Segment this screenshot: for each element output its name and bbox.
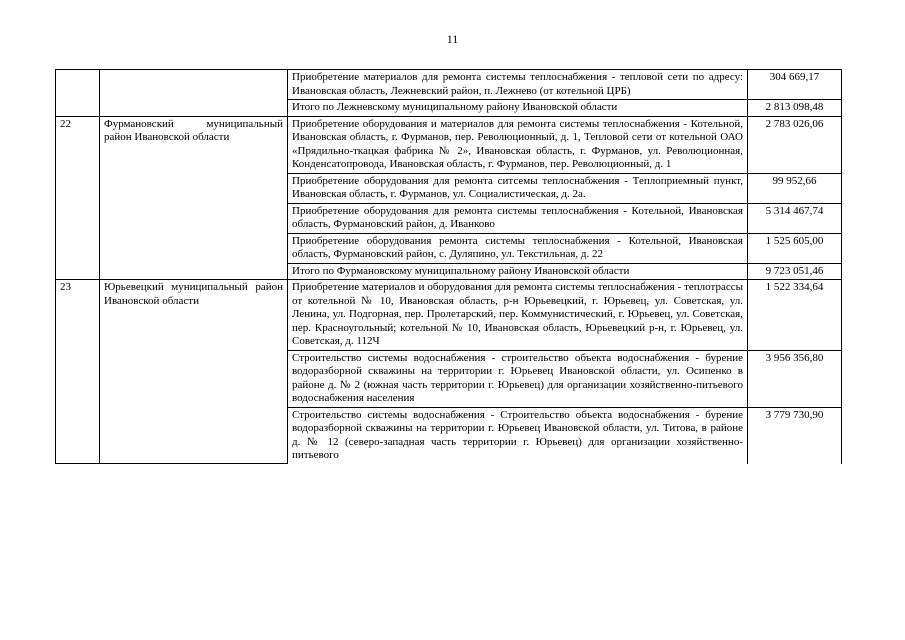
row-number: 22 (56, 116, 100, 280)
row-number: 23 (56, 280, 100, 464)
measure-description: Приобретение оборудования ремонта системы теплоснабжения - Котельной, Ивановская область, Фурмановский район, с. Дуляпино, ул. Текстильная, д. 22 (288, 233, 748, 263)
total-label: Итого по Фурмановскому муниципальному району Ивановской области (288, 263, 748, 280)
measure-description: Строительство системы водоснабжения - строительство объекта водоснабжения - бурение водоразборной скважины на территории г. Юрьевец Ивановской области, ул. Осипенко в районе д. № 2 (южная часть территории г. Юрьевец) для организации хозяйственно-питьевого водоснабжения населения (288, 350, 748, 407)
measure-amount: 1 525 605,00 (748, 233, 842, 263)
total-amount: 9 723 051,46 (748, 263, 842, 280)
page-number: 11 (446, 32, 459, 46)
district-name: Фурмановский муниципальный район Ивановской области (100, 116, 288, 280)
measure-amount: 1 522 334,64 (748, 280, 842, 351)
district-name (100, 70, 288, 117)
measure-description: Приобретение оборудования и материалов для ремонта системы теплоснабжения - Котельной, Ивановская область, г. Фурманов, пер. Революционный, д. 1, Тепловой сети от котельной ОАО «Прядильно-ткацкая фабрика № 2», Ивановская область, г. Фурманов, ул. Революционная, Конденсатопровода, Ивановская область, г. Фурманов, пер. Революционный, д. 1 (288, 116, 748, 173)
total-amount: 2 813 098,48 (748, 100, 842, 117)
measure-description: Строительство системы водоснабжения - Строительство объекта водоснабжения - бурение водоразборной скважины на территории г. Юрьевец Ивановской области, ул. Титова, в районе д. № 12 (северо-западная часть территории г. Юрьевец) для организации хозяйственно-питьевого (288, 407, 748, 464)
measure-amount: 2 783 026,06 (748, 116, 842, 173)
table-row (56, 70, 842, 100)
measure-amount: 304 669,17 (748, 70, 842, 100)
table-row (56, 280, 842, 351)
table-row (56, 116, 842, 173)
measure-description: Приобретение материалов для ремонта системы теплоснабжения - тепловой сети по адресу: Ивановская область, Лежневский район, п. Лежнево (от котельной ЦРБ) (288, 70, 748, 100)
measure-description: Приобретение оборудования для ремонта системы теплоснабжения - Котельной, Ивановская область, Фурмановский район, д. Иванково (288, 203, 748, 233)
measure-description: Приобретение оборудования для ремонта ситсемы теплоснабжения - Теплоприемный пункт, Ивановская область, г. Фурманов, ул. Социалистическая, д. 2а. (288, 173, 748, 203)
total-label: Итого по Лежневскому муниципальному району Ивановской области (288, 100, 748, 117)
measure-amount: 5 314 467,74 (748, 203, 842, 233)
measure-description: Приобретение материалов и оборудования для ремонта системы теплоснабжения - теплотрассы от котельной № 10, Ивановская область, р-н Юрьевецкий, г. Юрьевец, ул. Советская, ул. Ленина, ул. Подгорная, пер. Пролетарский, пер. Коммунистический, г. Юрьевец, ул. Советская, пер. Красноугольный; котельной № 10, Ивановская область, Юрьевецкий р-н, г. Юрьевец, ул. Советская, д. 112Ч (288, 280, 748, 351)
funding-table (55, 69, 842, 464)
measure-amount: 99 952,66 (748, 173, 842, 203)
measure-amount: 3 956 356,80 (748, 350, 842, 407)
row-number (56, 70, 100, 117)
district-name: Юрьевецкий муниципальный район Ивановской области (100, 280, 288, 464)
measure-amount: 3 779 730,90 (748, 407, 842, 464)
